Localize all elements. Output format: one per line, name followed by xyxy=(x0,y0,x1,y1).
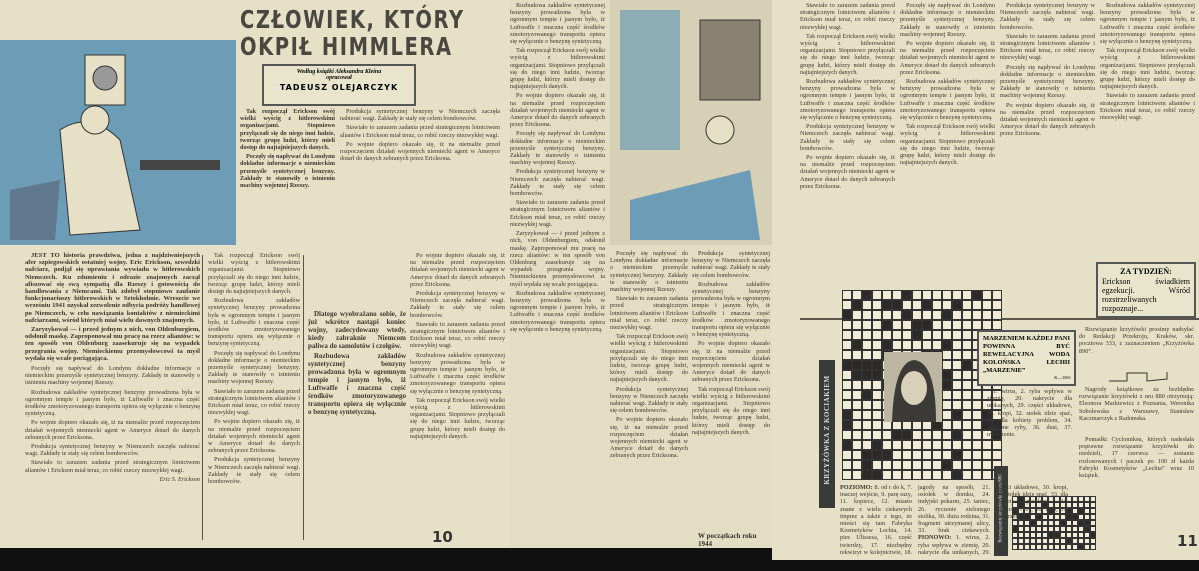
crossword-cell[interactable] xyxy=(842,420,852,430)
crossword-cell[interactable] xyxy=(952,430,962,440)
crossword-cell[interactable] xyxy=(862,410,872,420)
crossword-cell[interactable] xyxy=(852,400,862,410)
crossword-cell[interactable] xyxy=(842,330,852,340)
crossword-cell[interactable] xyxy=(902,290,912,300)
crossword-cell[interactable] xyxy=(892,430,902,440)
crossword-cell[interactable] xyxy=(842,340,852,350)
crossword-cell[interactable] xyxy=(912,460,922,470)
crossword-cell[interactable] xyxy=(862,290,872,300)
crossword-cell[interactable] xyxy=(982,290,992,300)
crossword-cell[interactable] xyxy=(862,390,872,400)
crossword-cell[interactable] xyxy=(952,450,962,460)
crossword-cell[interactable] xyxy=(932,300,942,310)
crossword-cell[interactable] xyxy=(912,290,922,300)
crossword-cell[interactable] xyxy=(852,440,862,450)
crossword-cell[interactable] xyxy=(892,290,902,300)
crossword-prizes: Nagrody książkowe za bezbłędne rozwiązanie krzyżówki z nru 880 otrzymują: Eleonora Markiewicz z Poznania, Weronika Sobolewska z Warszawy, Stanisław Kaczmarczyk z Radomska. xyxy=(1079,386,1194,422)
crossword-cell[interactable] xyxy=(842,350,852,360)
crossword-cell[interactable] xyxy=(872,330,882,340)
crossword-cell[interactable] xyxy=(852,350,862,360)
crossword-cell[interactable] xyxy=(842,410,852,420)
crossword-cell[interactable] xyxy=(852,460,862,470)
article-column: Stawiało to zarazem zadania przed strategicznym lotnictwem aliantów i Erickson miał teraz, co robić rzeczy niezwykłej wagi. Tak rozpoczął Erickson swój wielki wyścig z hitlerowskimi organizacjami. Stopniowo przyłączali się do niego inni ludzie, tworząc grupę ludzi, którzy mieli dostęp do najtajniejszych danych. Rozbudowa zakładów syntetycznej benzyny prowadzona była w ogromnym tempie i jasnym było, iż Luftwaffe i znaczna część środków zmotoryzowanego transportu opiera się wyłącznie o benzynę syntetyczną. Produkcja syntetycznej benzyny w Niemczech zaczęła nabierać wagi. Zakłady te stały się celem bombowców. Po wojnie dopiero okazało się, iż na niemalże przed rozpoczęciem działań wojennych niemiecki agent w Ameryce dotarł do danych zebranych przez Ericksona. xyxy=(800,2,895,190)
crossword-cell[interactable] xyxy=(872,450,882,460)
signature-doodle xyxy=(1107,370,1177,384)
crossword-cell[interactable] xyxy=(852,390,862,400)
crossword-cell[interactable] xyxy=(882,440,892,450)
crossword-cell[interactable] xyxy=(922,300,932,310)
crossword-cell[interactable] xyxy=(872,410,882,420)
crossword-cell[interactable] xyxy=(852,360,862,370)
crossword-cell[interactable] xyxy=(902,470,912,480)
crossword-send-info: Rozwiązanie krzyżówki prosimy nadsyłać do Redakcji Przekroju, Kraków, skr. pocztowa 333, z zaznaczeniem „Krzyżówka 890”. xyxy=(1079,326,1194,355)
crossword-cell[interactable] xyxy=(952,360,962,370)
crossword-cell[interactable] xyxy=(852,330,862,340)
crossword-cell[interactable] xyxy=(862,350,872,360)
crossword-cell[interactable] xyxy=(862,420,872,430)
crossword-cell[interactable] xyxy=(852,380,862,390)
crossword-cell[interactable] xyxy=(942,420,952,430)
crossword-cell[interactable] xyxy=(972,430,982,440)
crossword-cell[interactable] xyxy=(962,310,972,320)
crossword-cell[interactable] xyxy=(972,400,982,410)
crossword-cell[interactable] xyxy=(892,450,902,460)
pull-quote: Dlatego wyobrażano sobie, że już wkrótce nastąpi koniec wojny, zadecydowany wtedy, kiedy zabraknie Niemcom paliwa do samolotów i czołgów. Rozbudowa zakładów syntetycznej benzyny prowadzona była w ogromnym tempie i jasnym było, iż Luftwaffe i znaczna część środków zmotoryzowanego transportu opiera się wyłącznie o benzynę syntetyczną. xyxy=(308,310,406,416)
crossword-cell[interactable] xyxy=(912,300,922,310)
crossword-cell[interactable] xyxy=(862,440,872,450)
crossword-cell[interactable] xyxy=(862,450,872,460)
crossword-cell[interactable] xyxy=(922,440,932,450)
crossword-cell[interactable] xyxy=(922,450,932,460)
crossword-cell[interactable] xyxy=(942,300,952,310)
crossword-cell[interactable] xyxy=(962,400,972,410)
crossword-cell[interactable] xyxy=(962,350,972,360)
intro-column-2: Produkcja syntetycznej benzyny w Niemczech zaczęła nabierać wagi. Zakłady te stały się celem bombowców. Stawiało to zarazem zadania przed strategicznym lotnictwem aliantów i Erickson miał teraz, co robić rzeczy niezwykłej wagi. Po wojnie dopiero okazało się, iż na niemalże przed rozpoczęciem działań wojennych niemiecki agent w Ameryce dotarł do danych zebranych przez Ericksona. xyxy=(340,108,500,163)
crossword-cell[interactable] xyxy=(962,320,972,330)
article-column: Poczęły się napływać do Londynu dokładne informacje o niemieckim przemyśle syntetycznej benzyny. Zakłady te stanowiły o istnieniu machiny wojennej Rzeszy. Po wojnie dopiero okazało się, iż na niemalże przed rozpoczęciem działań wojennych niemiecki agent w Ameryce dotarł do danych zebranych przez Ericksona. Rozbudowa zakładów syntetycznej benzyny prowadzona była w ogromnym tempie i jasnym było, iż Luftwaffe i znaczna część środków zmotoryzowanego transportu opiera się wyłącznie o benzynę syntetyczną. Tak rozpoczął Erickson swój wielki wyścig z hitlerowskimi organizacjami. Stopniowo przyłączali się do niego inni ludzie, tworząc grupę ludzi, którzy mieli dostęp do najtajniejszych danych. xyxy=(900,2,995,167)
crossword-cell[interactable] xyxy=(942,400,952,410)
crossword-cell[interactable] xyxy=(902,320,912,330)
crossword-cell[interactable] xyxy=(882,470,892,480)
crossword-cell[interactable] xyxy=(912,310,922,320)
article-column: Rozbudowa zakładów syntetycznej benzyny prowadzona była w ogromnym tempie i jasnym było, iż Luftwaffe i znaczna część środków zmotoryzowanego transportu opiera się wyłącznie o benzynę syntetyczną. Tak rozpoczął Erickson swój wielki wyścig z hitlerowskimi organizacjami. Stopniowo przyłączali się do niego inni ludzie, tworząc grupę ludzi, którzy mieli dostęp do najtajniejszych danych. Po wojnie dopiero okazało się, iż na niemalże przed rozpoczęciem działań wojennych niemiecki agent w Ameryce dotarł do danych zebranych przez Ericksona. Poczęły się napływać do Londynu dokładne informacje o niemieckim przemyśle syntetycznej benzyny. Zakłady te stanowiły o istnieniu machiny wojennej Rzeszy. Produkcja syntetycznej benzyny w Niemczech zaczęła nabierać wagi. Zakłady te stały się celem bombowców. Stawiało to zarazem zadania przed strategicznym lotnictwem aliantów i Erickson miał teraz, co robić rzeczy niezwykłej wagi. Zaryzykował — i przed jednym z nich, von Oldenburgiem, odsłonił maskę. Zaproponował mu pracę na rzecz aliantów: w ten sposób von Oldenburg zaasekuruje się na wypadek przegrania wojny. Niemieckiemu przemysłowcowi ta myśl wydała się wcale pociągająca. Rozbudowa zakładów syntetycznej benzyny prowadzona była w ogromnym tempie i jasnym było, iż Luftwaffe i znaczna część środków zmotoryzowanego transportu opiera się wyłącznie o benzynę syntetyczną. xyxy=(510,2,605,333)
crossword-cell[interactable] xyxy=(952,340,962,350)
crossword-cell[interactable] xyxy=(962,340,972,350)
crossword-cell[interactable] xyxy=(932,310,942,320)
crossword-cell[interactable] xyxy=(872,310,882,320)
crossword-cell[interactable] xyxy=(972,460,982,470)
page-number-right: 11 xyxy=(1177,532,1198,550)
crossword-cell[interactable] xyxy=(942,370,952,380)
crossword-cell[interactable] xyxy=(952,370,962,380)
crossword-cell[interactable] xyxy=(842,290,852,300)
crossword-cell[interactable] xyxy=(942,330,952,340)
article-column-bottom: Poczęły się napływać do Londynu dokładne informacje o niemieckim przemyśle syntetycznej benzyny. Zakłady te stanowiły o istnieniu machiny wojennej Rzeszy. Rozbudowa zakładów syntetycznej benzyny prowadzona była w ogromnym tempie i jasnym było, iż Luftwaffe i znaczna część środków zmotoryzowanego transportu opiera się wyłącznie o benzynę syntetyczną. Po wojnie dopiero okazało się, iż na niemalże przed rozpoczęciem działań wojennych niemiecki agent w Ameryce dotarł do danych zebranych przez Ericksona. Produkcja syntetycznej benzyny w Niemczech zaczęła nabierać wagi. Zakłady te stały się celem bombowców. Stawiało to zarazem zadania przed strategicznym lotnictwem aliantów i Erickson miał teraz, co robić rzeczy niezwykłej wagi. Eric S. Erickson xyxy=(25,365,200,483)
crossword-cell[interactable] xyxy=(872,340,882,350)
crossword-cell[interactable] xyxy=(942,460,952,470)
crossword-cell[interactable] xyxy=(862,310,872,320)
crossword-cell[interactable] xyxy=(872,430,882,440)
crossword-cell[interactable] xyxy=(932,430,942,440)
article-column: Rozbudowa zakładów syntetycznej benzyny prowadzona była w ogromnym tempie i jasnym było, iż Luftwaffe i znaczna część środków zmotoryzowanego transportu opiera się wyłącznie o benzynę syntetyczną. Tak rozpoczął Erickson swój wielki wyścig z hitlerowskimi organizacjami. Stopniowo przyłączali się do niego inni ludzie, tworząc grupę ludzi, którzy mieli dostęp do najtajniejszych danych. Stawiało to zarazem zadania przed strategicznym lotnictwem aliantów i Erickson miał teraz, co robić rzeczy niezwykłej wagi. xyxy=(1100,2,1195,122)
crossword-cell[interactable] xyxy=(972,420,982,430)
section-heading: W początkach roku 1944 xyxy=(698,532,757,548)
intro-column: Tak rozpoczął Erickson swój wielki wyścig z hitlerowskimi organizacjami. Stopniowo przyłączali się do niego inni ludzie, tworząc grupę ludzi, którzy mieli dostęp do najtajniejszych danych. Poczęły się napływać do Londynu dokładne informacje o niemieckim przemyśle syntetycznej benzyny. Zakłady te stanowiły o istnieniu machiny wojennej Rzeszy. xyxy=(240,108,335,190)
crossword-cell[interactable] xyxy=(872,440,882,450)
crossword-cell[interactable] xyxy=(992,310,1002,320)
crossword-cell[interactable] xyxy=(852,300,862,310)
crossword-cell[interactable] xyxy=(902,310,912,320)
crossword-cell[interactable] xyxy=(902,440,912,450)
crossword-cell[interactable] xyxy=(882,310,892,320)
crossword-cell[interactable] xyxy=(872,380,882,390)
crossword-cell[interactable] xyxy=(892,330,902,340)
illustration-erickson xyxy=(0,40,236,245)
crossword-cell[interactable] xyxy=(962,300,972,310)
crossword-cell[interactable] xyxy=(942,390,952,400)
crossword-cell[interactable] xyxy=(922,320,932,330)
article-column: Produkcja syntetycznej benzyny w Niemczech zaczęła nabierać wagi. Zakłady te stały się celem bombowców. Rozbudowa zakładów syntetycznej benzyny prowadzona była w ogromnym tempie i jasnym było, iż Luftwaffe i znaczna część środków zmotoryzowanego transportu opiera się wyłącznie o benzynę syntetyczną. Po wojnie dopiero okazało się, iż na niemalże przed rozpoczęciem działań wojennych niemiecki agent w Ameryce dotarł do danych zebranych przez Ericksona. Tak rozpoczął Erickson swój wielki wyścig z hitlerowskimi organizacjami. Stopniowo przyłączali się do niego inni ludzie, tworząc grupę ludzi, którzy mieli dostęp do najtajniejszych danych. xyxy=(692,250,770,436)
crossword-cell[interactable] xyxy=(872,290,882,300)
crossword-cell[interactable] xyxy=(962,460,972,470)
crossword-cell[interactable] xyxy=(882,430,892,440)
article-column: Produkcja syntetycznej benzyny w Niemczech zaczęła nabierać wagi. Zakłady te stały się celem bombowców. Stawiało to zarazem zadania przed strategicznym lotnictwem aliantów i Erickson miał teraz, co robić rzeczy niezwykłej wagi. Poczęły się napływać do Londynu dokładne informacje o niemieckim przemyśle syntetycznej benzyny. Zakłady te stanowiły o istnieniu machiny wojennej Rzeszy. Po wojnie dopiero okazało się, iż na niemalże przed rozpoczęciem działań wojennych niemiecki agent w Ameryce dotarł do danych zebranych przez Ericksona. xyxy=(1000,2,1095,138)
crossword-cell[interactable] xyxy=(842,470,852,480)
crossword-cell[interactable] xyxy=(892,440,902,450)
crossword-cell[interactable] xyxy=(862,470,872,480)
crossword-cell[interactable] xyxy=(952,290,962,300)
crossword-cell[interactable] xyxy=(852,310,862,320)
article-column: Poczęły się napływać do Londynu dokładne informacje o niemieckim przemyśle syntetycznej benzyny. Zakłady te stanowiły o istnieniu machiny wojennej Rzeszy. Stawiało to zarazem zadania przed strategicznym lotnictwem aliantów i Erickson miał teraz, co robić rzeczy niezwykłej wagi. Tak rozpoczął Erickson swój wielki wyścig z hitlerowskimi organizacjami. Stopniowo przyłączali się do niego inni ludzie, tworząc grupę ludzi, którzy mieli dostęp do najtajniejszych danych. Produkcja syntetycznej benzyny w Niemczech zaczęła nabierać wagi. Zakłady te stały się celem bombowców. Po wojnie dopiero okazało się, iż na niemalże przed rozpoczęciem działań wojennych niemiecki agent w Ameryce dotarł do danych zebranych przez Ericksona. xyxy=(610,250,688,460)
crossword-cell[interactable] xyxy=(882,460,892,470)
crossword-cell[interactable] xyxy=(892,310,902,320)
ad-box: MARZENIEM KAŻDEJ PANI POWINNA BYĆ REWELACYJNA WODA KOLOŃSKA LECHII „MARZENIE” K—1061 xyxy=(977,330,1076,386)
crossword-cell[interactable] xyxy=(862,430,872,440)
crossword-cell[interactable] xyxy=(992,300,1002,310)
crossword-cell[interactable] xyxy=(972,470,982,480)
byline-box: Według książki Aleksandra Kleina opracował TADEUSZ OLEJARCZYK xyxy=(262,64,416,106)
crossword-winners: Pomadki Cyclomiksu, których nadesłała poprawne rozwiązanie krzyżówki do niedzieli, 17 czerwca — zostanie rozlosowanych i paczek po 100 zł każda Fabryki Kosmetyków „Lechia” wraz 10 książek. xyxy=(1079,436,1194,480)
crossword-cell[interactable] xyxy=(872,390,882,400)
crossword-cell[interactable] xyxy=(942,410,952,420)
crossword-cell[interactable] xyxy=(842,450,852,460)
crossword-cell[interactable] xyxy=(902,460,912,470)
page-10-left xyxy=(0,0,510,548)
crossword-cell[interactable] xyxy=(942,340,952,350)
crossword-cell[interactable] xyxy=(872,320,882,330)
crossword-cell[interactable] xyxy=(992,290,1002,300)
crossword-cell[interactable] xyxy=(952,390,962,400)
illustration-sketch xyxy=(610,0,772,245)
crossword-cell[interactable] xyxy=(922,430,932,440)
crossword-cell[interactable] xyxy=(982,320,992,330)
crossword-cell[interactable] xyxy=(942,430,952,440)
crossword-cell[interactable] xyxy=(842,400,852,410)
crossword-cell[interactable] xyxy=(952,300,962,310)
crossword-cell[interactable] xyxy=(872,470,882,480)
crossword-cell[interactable] xyxy=(922,340,932,350)
article-lead: JEST TO historia prawdziwa, jedna z najdziwniejszych afer szpiegowskich ostatniej wojny. Eric Erickson, szwedzki nafciarz, podjął się uprawiania wywiadu w hitlerowskich Niemczech. Ku zdumieniu i odrazie znajomych zaczął afiszować się swą sympatią dla Rzeszy i gotowością do handlowania z Niemcami. Tak zdobył stopniowo zaufanie funkcjonariuszy hitlerowskich w Sztokholmie. Wreszcie we wrześniu 1941 uzyskał zezwolenie odbycia podróży handlowej po Niemczech, w celu nawiązania kontaktów z niemieckimi nafciarzami, wśród których miał wielu dawnych znajomych. Zaryzykował — i przed jednym z nich, von Oldenburgiem, odsłonił maskę. Zaproponował mu pracę na rzecz aliantów: w ten sposób von Oldenburg zaasekuruje się na wypadek przegrania wojny. Niemieckiemu przemysłowcowi ta myśl wydała się wcale pociągająca. xyxy=(25,252,200,362)
crossword-cell[interactable] xyxy=(842,390,852,400)
crossword-cell[interactable] xyxy=(852,470,862,480)
crossword-cell[interactable] xyxy=(912,430,922,440)
crossword-cell[interactable] xyxy=(952,350,962,360)
article-title: CZŁOWIEK, KTÓRY OKPIŁ HIMMLERA xyxy=(240,5,465,61)
crossword-cell[interactable] xyxy=(932,320,942,330)
crossword-cell[interactable] xyxy=(872,460,882,470)
illustration-interior xyxy=(610,0,772,245)
crossword-cell[interactable] xyxy=(922,310,932,320)
crossword-cell[interactable] xyxy=(992,320,1002,330)
crossword-cell[interactable] xyxy=(942,320,952,330)
crossword-cell[interactable] xyxy=(872,300,882,310)
crossword-cell[interactable] xyxy=(922,330,932,340)
crossword-cell[interactable] xyxy=(862,330,872,340)
crossword-cell[interactable] xyxy=(872,350,882,360)
crossword-cell[interactable] xyxy=(952,400,962,410)
crossword-cell[interactable] xyxy=(962,330,972,340)
crossword-cell[interactable] xyxy=(892,300,902,310)
crossword-cell[interactable] xyxy=(912,450,922,460)
crossword-cell[interactable] xyxy=(932,450,942,460)
crossword-cell[interactable] xyxy=(912,330,922,340)
crossword-cell[interactable] xyxy=(892,340,902,350)
crossword-cell[interactable] xyxy=(892,320,902,330)
crossword-cell[interactable] xyxy=(842,430,852,440)
crossword-photo xyxy=(884,352,942,422)
crossword-cell[interactable] xyxy=(882,330,892,340)
crossword-cell[interactable] xyxy=(972,390,982,400)
crossword-cell[interactable] xyxy=(902,330,912,340)
crossword-clues-vertical-cont: 1. wirus, 2. ryba wpływa w ziemię, 20. nakrycie dla unikanych, 29. części układowe, 30. kropi, 32. stołek idzie spać, 33. dla kobiety problem, 34. ulubione ryby, 36. dusi, 37. uwierzenie. xyxy=(987,388,1072,439)
crossword-cell[interactable] xyxy=(852,420,862,430)
crossword-cell[interactable] xyxy=(912,340,922,350)
crossword-cell[interactable] xyxy=(962,440,972,450)
crossword-cell[interactable] xyxy=(962,470,972,480)
crossword-cell[interactable] xyxy=(852,340,862,350)
crossword-cell[interactable] xyxy=(842,360,852,370)
crossword-cell[interactable] xyxy=(922,460,932,470)
crossword-cell[interactable] xyxy=(962,420,972,430)
crossword-cell[interactable] xyxy=(932,440,942,450)
crossword-cell[interactable] xyxy=(952,410,962,420)
crossword-cell[interactable] xyxy=(932,290,942,300)
illustration-sketch xyxy=(0,40,236,245)
crossword-cell[interactable] xyxy=(972,410,982,420)
crossword-cell[interactable] xyxy=(882,340,892,350)
crossword-cell[interactable] xyxy=(942,290,952,300)
crossword-cell[interactable] xyxy=(982,300,992,310)
crossword-cell[interactable] xyxy=(872,370,882,380)
crossword-cell[interactable] xyxy=(942,440,952,450)
crossword-cell[interactable] xyxy=(862,300,872,310)
crossword-cell[interactable] xyxy=(952,330,962,340)
crossword-cell[interactable] xyxy=(952,320,962,330)
crossword-cell[interactable] xyxy=(862,340,872,350)
crossword-cell[interactable] xyxy=(942,310,952,320)
next-week-teaser: ZA TYDZIEŃ: Erickson świadkiem egzekucji. Wśród rozstrzeliwanych rozpoznaje... xyxy=(1096,262,1196,318)
crossword-cell[interactable] xyxy=(842,460,852,470)
crossword-cell[interactable] xyxy=(842,370,852,380)
crossword-cell[interactable] xyxy=(932,330,942,340)
crossword-cell[interactable] xyxy=(952,470,962,480)
crossword-cell[interactable] xyxy=(962,360,972,370)
crossword-cell[interactable] xyxy=(932,460,942,470)
crossword-cell[interactable] xyxy=(852,290,862,300)
crossword-cell[interactable] xyxy=(962,430,972,440)
crossword-cell[interactable] xyxy=(842,300,852,310)
crossword-cell[interactable] xyxy=(922,470,932,480)
crossword-cell[interactable] xyxy=(842,440,852,450)
crossword-cell[interactable] xyxy=(902,340,912,350)
crossword-cell[interactable] xyxy=(962,380,972,390)
crossword-cell[interactable] xyxy=(852,430,862,440)
crossword-clues-horizontal: POZIOMO: 8. od r do k, 7. inaczej wejście, 9. parę razy, 11. kopiecz, 12. miasto znane z wielu ciekawych imprez a także z tego, że mieści się tam Fabryka Kosmetyków Lechia, 14. pies Ulissesa, 16. część twierdzy, 17. niezbędny rekwizyt w kolejnictwie, 18. jagody na sposób, 21. osiołek w domku, 24. indyjski pokarm, 25. taniec, 26. ryczenie zielonego stolika, 30. duża rodzina, 31. fragment utrzymanej ulicy, 33. brak ciekawych. PIONOWO: 1. wirus, 2. ryba wpływa w ziemię, 20. nakrycie dla unikanych, 29. części układowe, 30. kropi, 32. stołek idzie spać, 33. dla kobiety problem, 34. ulubione ryby, 36. dusi, 37. uwierzenie. xyxy=(840,484,1068,556)
crossword-cell[interactable] xyxy=(972,310,982,320)
crossword-cell[interactable] xyxy=(942,360,952,370)
crossword-cell[interactable] xyxy=(862,370,872,380)
crossword-cell[interactable] xyxy=(852,370,862,380)
page-11 xyxy=(772,0,1199,560)
crossword-cell[interactable] xyxy=(922,290,932,300)
crossword-cell[interactable] xyxy=(942,450,952,460)
crossword-cell[interactable] xyxy=(952,460,962,470)
crossword-cell[interactable] xyxy=(882,300,892,310)
crossword-cell[interactable] xyxy=(872,420,882,430)
crossword-cell[interactable] xyxy=(972,440,982,450)
crossword-cell[interactable] xyxy=(942,380,952,390)
crossword-cell[interactable] xyxy=(882,450,892,460)
crossword-cell[interactable] xyxy=(902,430,912,440)
crossword-side-label: KRZYŻÓWKA Z KOCIAKIEM xyxy=(819,360,835,508)
crossword-cell[interactable] xyxy=(862,380,872,390)
crossword-cell[interactable] xyxy=(952,440,962,450)
crossword-cell[interactable] xyxy=(932,470,942,480)
crossword-cell[interactable] xyxy=(912,320,922,330)
crossword-cell[interactable] xyxy=(962,290,972,300)
crossword-cell[interactable] xyxy=(912,440,922,450)
crossword-cell[interactable] xyxy=(842,320,852,330)
crossword-cell[interactable] xyxy=(952,380,962,390)
article-column: Tak rozpoczął Erickson swój wielki wyścig z hitlerowskimi organizacjami. Stopniowo przyłączali się do niego inni ludzie, tworząc grupę ludzi, którzy mieli dostęp do najtajniejszych danych. Rozbudowa zakładów syntetycznej benzyny prowadzona była w ogromnym tempie i jasnym było, iż Luftwaffe i znaczna część środków zmotoryzowanego transportu opiera się wyłącznie o benzynę syntetyczną. Poczęły się napływać do Londynu dokładne informacje o niemieckim przemyśle syntetycznej benzyny. Zakłady te stanowiły o istnieniu machiny wojennej Rzeszy. Stawiało to zarazem zadania przed strategicznym lotnictwem aliantów i Erickson miał teraz, co robić rzeczy niezwykłej wagi. Po wojnie dopiero okazało się, iż na niemalże przed rozpoczęciem działań wojennych niemiecki agent w Ameryce dotarł do danych zebranych przez Ericksona. Produkcja syntetycznej benzyny w Niemczech zaczęła nabierać wagi. Zakłady te stały się celem bombowców. xyxy=(208,252,300,486)
crossword-cell[interactable] xyxy=(962,450,972,460)
crossword-cell[interactable] xyxy=(932,340,942,350)
crossword-cell[interactable] xyxy=(862,320,872,330)
crossword-cell[interactable] xyxy=(872,360,882,370)
crossword-cell[interactable] xyxy=(972,290,982,300)
crossword-cell[interactable] xyxy=(842,380,852,390)
column-divider xyxy=(202,255,203,540)
crossword-cell[interactable] xyxy=(952,420,962,430)
page-10-right xyxy=(510,0,772,548)
solution-side-label: Rozwiązanie krzyżówki z nru 880 xyxy=(994,466,1008,556)
crossword-cell[interactable] xyxy=(842,310,852,320)
crossword-cell[interactable] xyxy=(892,460,902,470)
crossword-cell[interactable] xyxy=(862,360,872,370)
crossword-cell[interactable] xyxy=(852,320,862,330)
crossword-cell[interactable] xyxy=(962,390,972,400)
crossword-cell[interactable] xyxy=(882,290,892,300)
crossword-cell[interactable] xyxy=(852,450,862,460)
woman-portrait xyxy=(884,352,942,422)
crossword-cell[interactable] xyxy=(972,450,982,460)
crossword-cell[interactable] xyxy=(982,470,992,480)
crossword-cell[interactable] xyxy=(912,470,922,480)
crossword-cell[interactable] xyxy=(942,350,952,360)
article-column: Po wojnie dopiero okazało się, iż na niemalże przed rozpoczęciem działań wojennych niemiecki agent w Ameryce dotarł do danych zebranych przez Ericksona. Produkcja syntetycznej benzyny w Niemczech zaczęła nabierać wagi. Zakłady te stały się celem bombowców. Stawiało to zarazem zadania przed strategicznym lotnictwem aliantów i Erickson miał teraz, co robić rzeczy niezwykłej wagi. Rozbudowa zakładów syntetycznej benzyny prowadzona była w ogromnym tempie i jasnym było, iż Luftwaffe i znaczna część środków zmotoryzowanego transportu opiera się wyłącznie o benzynę syntetyczną. Tak rozpoczął Erickson swój wielki wyścig z hitlerowskimi organizacjami. Stopniowo przyłączali się do niego inni ludzie, tworząc grupę ludzi, którzy mieli dostęp do najtajniejszych danych. xyxy=(410,252,505,440)
crossword-cell[interactable] xyxy=(902,300,912,310)
column-divider xyxy=(303,255,304,540)
crossword-cell[interactable] xyxy=(892,470,902,480)
crossword-cell[interactable] xyxy=(852,410,862,420)
crossword-cell[interactable] xyxy=(862,400,872,410)
crossword-cell[interactable] xyxy=(962,410,972,420)
crossword-cell[interactable] xyxy=(872,400,882,410)
crossword-cell[interactable] xyxy=(942,470,952,480)
crossword-cell[interactable] xyxy=(982,310,992,320)
crossword-cell[interactable] xyxy=(902,450,912,460)
crossword-cell[interactable] xyxy=(952,310,962,320)
crossword-cell[interactable] xyxy=(972,320,982,330)
page-number-left: 10 xyxy=(432,528,453,546)
crossword-cell[interactable] xyxy=(862,460,872,470)
crossword-cell[interactable] xyxy=(962,370,972,380)
crossword-cell xyxy=(1090,544,1096,550)
crossword-cell[interactable] xyxy=(972,300,982,310)
crossword-cell[interactable] xyxy=(882,320,892,330)
